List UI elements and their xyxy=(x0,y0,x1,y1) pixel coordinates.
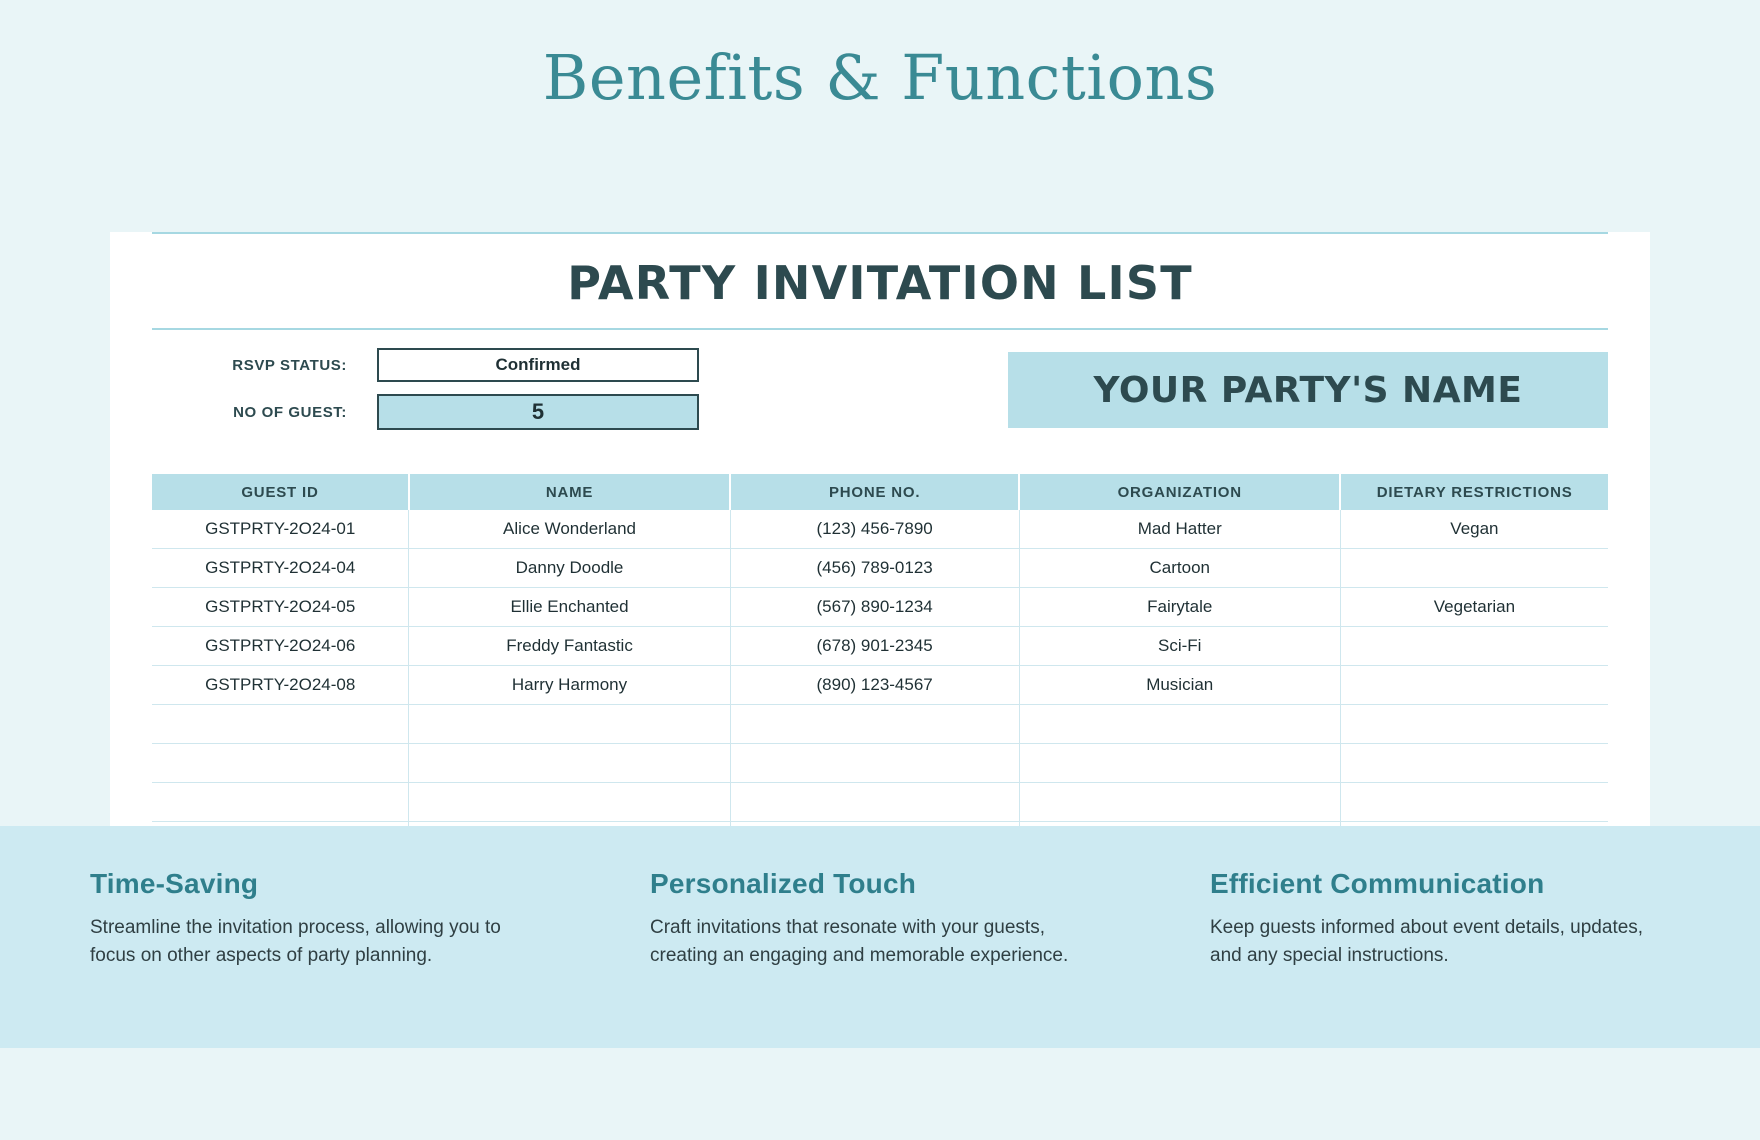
column-header-organization: ORGANIZATION xyxy=(1019,474,1340,510)
cell-guest-id[interactable] xyxy=(152,744,409,783)
column-header-name: NAME xyxy=(409,474,730,510)
rsvp-status-field[interactable]: Confirmed xyxy=(377,348,699,382)
cell-guest-id[interactable]: GSTPRTY-2O24-08 xyxy=(152,666,409,705)
guest-table xyxy=(152,474,1608,827)
rsvp-status-row xyxy=(152,348,772,382)
cell-name[interactable]: Freddy Fantastic xyxy=(409,627,730,666)
cell-name[interactable]: Harry Harmony xyxy=(409,666,730,705)
invitation-sheet xyxy=(110,232,1650,827)
benefit-title: Personalized Touch xyxy=(650,868,917,899)
cell-dietary[interactable]: Vegan xyxy=(1340,510,1608,549)
cell-dietary[interactable] xyxy=(1340,744,1608,783)
benefits-band xyxy=(0,826,1760,1048)
sheet-title: PARTY INVITATION LIST xyxy=(567,256,1193,310)
meta-fields xyxy=(152,348,772,442)
cell-organization[interactable] xyxy=(1019,744,1340,783)
cell-name[interactable]: Danny Doodle xyxy=(409,549,730,588)
cell-organization[interactable]: Cartoon xyxy=(1019,549,1340,588)
cell-guest-id[interactable]: GSTPRTY-2O24-01 xyxy=(152,510,409,549)
benefit-item xyxy=(90,868,550,1048)
cell-name[interactable]: Ellie Enchanted xyxy=(409,588,730,627)
table-row[interactable] xyxy=(152,783,1608,822)
cell-organization[interactable] xyxy=(1019,783,1340,822)
cell-dietary[interactable] xyxy=(1340,627,1608,666)
cell-phone[interactable]: (567) 890-1234 xyxy=(730,588,1019,627)
benefit-item xyxy=(1210,868,1670,1048)
cell-dietary[interactable] xyxy=(1340,549,1608,588)
table-row[interactable] xyxy=(152,588,1608,627)
cell-dietary[interactable]: Vegetarian xyxy=(1340,588,1608,627)
cell-guest-id[interactable] xyxy=(152,705,409,744)
cell-organization[interactable]: Mad Hatter xyxy=(1019,510,1340,549)
benefit-text: Keep guests informed about event details, updates, and any special instructions. xyxy=(1210,917,1644,966)
cell-organization[interactable]: Fairytale xyxy=(1019,588,1340,627)
page-title: Benefits & Functions xyxy=(542,41,1218,114)
column-header-phone: PHONE NO. xyxy=(730,474,1019,510)
column-header-guest-id: GUEST ID xyxy=(152,474,409,510)
cell-guest-id[interactable]: GSTPRTY-2O24-05 xyxy=(152,588,409,627)
column-header-dietary: DIETARY RESTRICTIONS xyxy=(1340,474,1608,510)
cell-dietary[interactable] xyxy=(1340,705,1608,744)
cell-organization[interactable] xyxy=(1019,705,1340,744)
cell-phone[interactable] xyxy=(730,744,1019,783)
cell-organization[interactable]: Musician xyxy=(1019,666,1340,705)
cell-phone[interactable]: (456) 789-0123 xyxy=(730,549,1019,588)
cell-guest-id[interactable] xyxy=(152,783,409,822)
table-row[interactable] xyxy=(152,627,1608,666)
benefit-text: Streamline the invitation process, allowing you to focus on other aspects of party planning. xyxy=(90,917,501,966)
cell-name[interactable] xyxy=(409,783,730,822)
cell-phone[interactable]: (678) 901-2345 xyxy=(730,627,1019,666)
cell-guest-id[interactable]: GSTPRTY-2O24-04 xyxy=(152,549,409,588)
cell-name[interactable] xyxy=(409,705,730,744)
guest-count-label: NO OF GUEST: xyxy=(233,403,347,421)
cell-dietary[interactable] xyxy=(1340,666,1608,705)
table-row[interactable] xyxy=(152,744,1608,783)
rsvp-status-label: RSVP STATUS: xyxy=(232,356,347,374)
benefit-title: Efficient Communication xyxy=(1210,868,1545,899)
benefit-title: Time-Saving xyxy=(90,868,259,899)
benefit-text: Craft invitations that resonate with your guests, creating an engaging and memorable experience. xyxy=(650,917,1069,966)
table-row[interactable] xyxy=(152,549,1608,588)
cell-phone[interactable] xyxy=(730,705,1019,744)
meta-area xyxy=(152,330,1608,442)
table-row[interactable] xyxy=(152,666,1608,705)
cell-organization[interactable]: Sci-Fi xyxy=(1019,627,1340,666)
cell-phone[interactable]: (890) 123-4567 xyxy=(730,666,1019,705)
party-name-field[interactable]: YOUR PARTY'S NAME xyxy=(1008,352,1608,428)
guest-count-row xyxy=(152,394,772,430)
cell-name[interactable] xyxy=(409,744,730,783)
cell-dietary[interactable] xyxy=(1340,783,1608,822)
table-row[interactable] xyxy=(152,510,1608,549)
table-row[interactable] xyxy=(152,705,1608,744)
cell-guest-id[interactable]: GSTPRTY-2O24-06 xyxy=(152,627,409,666)
table-header-row xyxy=(152,474,1608,510)
benefit-item xyxy=(650,868,1110,1048)
cell-phone[interactable]: (123) 456-7890 xyxy=(730,510,1019,549)
cell-name[interactable]: Alice Wonderland xyxy=(409,510,730,549)
guest-count-field[interactable]: 5 xyxy=(377,394,699,430)
cell-phone[interactable] xyxy=(730,783,1019,822)
